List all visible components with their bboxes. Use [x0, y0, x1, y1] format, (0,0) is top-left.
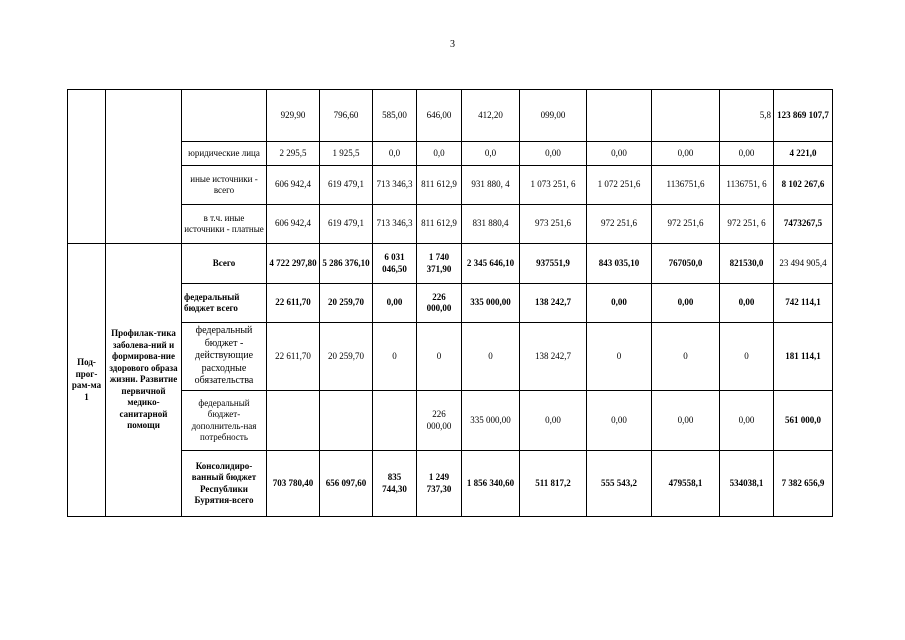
table-cell: 0: [373, 323, 417, 391]
table-row: [68, 391, 833, 451]
table-cell: 0,00: [587, 284, 652, 323]
table-cell: 646,00: [417, 90, 462, 142]
row-label: иные источники - всего: [182, 166, 267, 205]
table-cell: [267, 391, 320, 451]
table-row: [68, 142, 833, 166]
program-title-cell-prev: [106, 90, 182, 244]
table-cell: 937551,9: [520, 244, 587, 284]
table-cell: 619 479,1: [320, 205, 373, 244]
table-cell: 0,00: [520, 391, 587, 451]
table-cell: 1 072 251,6: [587, 166, 652, 205]
page-number: 3: [450, 39, 455, 50]
table-cell: 713 346,3: [373, 205, 417, 244]
table-cell: 20 259,70: [320, 284, 373, 323]
table-cell: 2 345 646,10: [462, 244, 520, 284]
table-cell: 1136751, 6: [720, 166, 774, 205]
table-cell: 20 259,70: [320, 323, 373, 391]
table-cell: 821530,0: [720, 244, 774, 284]
total-cell: 742 114,1: [774, 284, 833, 323]
table-cell: [587, 90, 652, 142]
table-cell: 606 942,4: [267, 166, 320, 205]
table-cell: 811 612,9: [417, 205, 462, 244]
table-cell: 555 543,2: [587, 451, 652, 517]
table-cell: 6 031 046,50: [373, 244, 417, 284]
program-cell-prev: [68, 90, 106, 244]
table-cell: 973 251,6: [520, 205, 587, 244]
table-cell: 22 611,70: [267, 323, 320, 391]
table-cell: 0: [417, 323, 462, 391]
table-cell: 0: [720, 323, 774, 391]
table-cell: 1 925,5: [320, 142, 373, 166]
row-label: юридические лица: [182, 142, 267, 166]
table-cell: 703 780,40: [267, 451, 320, 517]
table-cell: 0: [462, 323, 520, 391]
table-cell: 138 242,7: [520, 284, 587, 323]
table-cell: 335 000,00: [462, 391, 520, 451]
table-row: [68, 451, 833, 517]
total-cell: 4 221,0: [774, 142, 833, 166]
table-cell: 0,00: [720, 142, 774, 166]
row-label: Всего: [182, 244, 267, 284]
row-label: Консолидиро-ванный бюджет Республики Бурятия-всего: [182, 451, 267, 517]
table-cell: [652, 90, 720, 142]
table-cell: 656 097,60: [320, 451, 373, 517]
total-cell: 7473267,5: [774, 205, 833, 244]
row-label: федеральный бюджет- дополнитель-ная потребность: [182, 391, 267, 451]
row-label: в т.ч. иные источники - платные: [182, 205, 267, 244]
table-cell: 1 740 371,90: [417, 244, 462, 284]
table-row: [68, 205, 833, 244]
table-cell: 929,90: [267, 90, 320, 142]
subprogram-label: Под-прог-рам-ма 1: [68, 244, 106, 517]
table-cell: 972 251, 6: [720, 205, 774, 244]
table-row: [68, 90, 833, 142]
table-cell: 585,00: [373, 90, 417, 142]
table-cell: 0,00: [720, 391, 774, 451]
table-cell: [373, 391, 417, 451]
table-row: [68, 284, 833, 323]
table-cell: 138 242,7: [520, 323, 587, 391]
table-cell: 796,60: [320, 90, 373, 142]
table-cell: 831 880,4: [462, 205, 520, 244]
table-cell: 335 000,00: [462, 284, 520, 323]
table-cell: 479558,1: [652, 451, 720, 517]
total-cell: 181 114,1: [774, 323, 833, 391]
budget-table: [67, 89, 833, 517]
table-cell: 0,00: [520, 142, 587, 166]
table-cell: 0,00: [587, 391, 652, 451]
table-cell: 412,20: [462, 90, 520, 142]
table-cell: 0,00: [652, 142, 720, 166]
table-cell: 5 286 376,10: [320, 244, 373, 284]
table-cell: 713 346,3: [373, 166, 417, 205]
table-cell: 606 942,4: [267, 205, 320, 244]
table-cell: 1 856 340,60: [462, 451, 520, 517]
table-cell: 0: [652, 323, 720, 391]
table-cell: 226 000,00: [417, 391, 462, 451]
table-cell: 0,00: [652, 284, 720, 323]
table-cell: 972 251,6: [652, 205, 720, 244]
table-cell: 226 000,00: [417, 284, 462, 323]
table-cell: 511 817,2: [520, 451, 587, 517]
total-cell: 123 869 107,7: [774, 90, 833, 142]
table-cell: 972 251,6: [587, 205, 652, 244]
table-cell: 099,00: [520, 90, 587, 142]
table-cell: 767050,0: [652, 244, 720, 284]
total-cell: 7 382 656,9: [774, 451, 833, 517]
table-row: [68, 244, 833, 284]
row-label: федеральный бюджет - действующие расходные обязательства: [182, 323, 267, 391]
table-cell: 1 249 737,30: [417, 451, 462, 517]
table-cell: 1 073 251, 6: [520, 166, 587, 205]
total-cell: 561 000,0: [774, 391, 833, 451]
table-cell: 0,00: [720, 284, 774, 323]
table-cell: 0,0: [417, 142, 462, 166]
table-cell: 0,00: [587, 142, 652, 166]
table-cell: 534038,1: [720, 451, 774, 517]
table-cell: 0,0: [373, 142, 417, 166]
total-cell: 8 102 267,6: [774, 166, 833, 205]
table-cell: 835 744,30: [373, 451, 417, 517]
table-cell: 2 295,5: [267, 142, 320, 166]
row-label: федеральный бюджет всего: [182, 284, 267, 323]
table-cell: 0,00: [373, 284, 417, 323]
table-cell: 0: [587, 323, 652, 391]
table-cell: 4 722 297,80: [267, 244, 320, 284]
subprogram-title: Профилак-тика заболева-ний и формирова-ние здорового образа жизни. Развитие первичной медико-санитарной помощи: [106, 244, 182, 517]
table-cell: 22 611,70: [267, 284, 320, 323]
table-cell: 1136751,6: [652, 166, 720, 205]
table-cell: 811 612,9: [417, 166, 462, 205]
table-cell: 843 035,10: [587, 244, 652, 284]
table-cell: 0,00: [652, 391, 720, 451]
table-cell: [320, 391, 373, 451]
total-cell: 23 494 905,4: [774, 244, 833, 284]
row-label: [182, 90, 267, 142]
table-cell: 619 479,1: [320, 166, 373, 205]
table-cell: 931 880, 4: [462, 166, 520, 205]
table-cell: 0,0: [462, 142, 520, 166]
table-row: [68, 323, 833, 391]
table-cell: 5,8: [720, 90, 774, 142]
table-row: [68, 166, 833, 205]
